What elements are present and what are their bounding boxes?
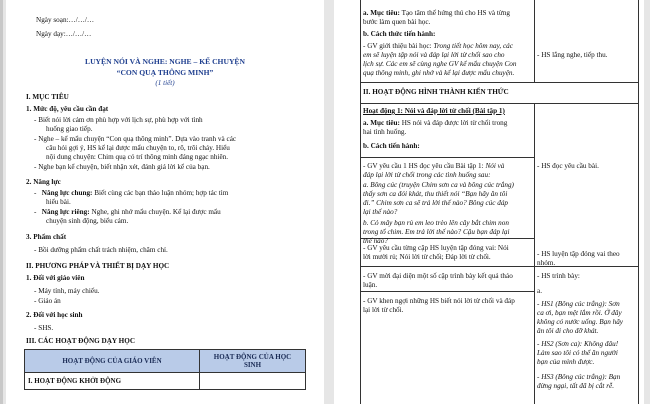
answer-line: - HS1 (Bông cúc trắng): Sơn: [537, 300, 620, 308]
question-line: đi.” Chim sơn ca sẽ trả lời thế nào? Bông cúc đáp: [363, 199, 509, 207]
student-response: nhóm.: [537, 259, 556, 267]
text-line: lời mười rủ; Nói lời từ chối; Đáp lời từ chối.: [363, 253, 491, 261]
page-1: [6, 0, 324, 404]
activities-table: [24, 349, 306, 390]
date-taught: Ngày dạy:…/…/…: [36, 30, 92, 38]
bullet-line: câu hỏi gợi ý, HS kể lại được mẩu chuyện to, rõ, trôi chảy. Hiểu: [46, 144, 230, 152]
question-line: lại thế nào?: [363, 208, 398, 216]
question-line: trong tổ chim. Em trả lời thế nào? Cậu bạn đáp lại: [363, 228, 510, 236]
bullet-line: - Bồi dưỡng phẩm chất trách nhiệm, chăm chỉ.: [34, 246, 168, 254]
student-response: - HS luyện tập đóng vai theo: [537, 250, 620, 258]
objective-line: a. Mục tiêu: HS nói và đáp được lời từ chối trong: [363, 119, 508, 127]
lesson-title: LUYỆN NÓI VÀ NGHE: NGHE – KỂ CHUYỆN: [85, 57, 245, 66]
bullet-line: - Giáo án: [34, 297, 61, 305]
margin-bar: [0, 0, 3, 404]
competence-specific: - Năng lực riêng: Nghe, ghi nhớ mẩu chuyện. Kể lại được mẩu: [34, 208, 221, 216]
student-response: - HS đọc yêu cầu bài.: [537, 162, 599, 170]
bullet-line: huống giao tiếp.: [46, 125, 93, 133]
activity-1-heading: Hoạt động 1: Nói và đáp lời từ chối (Bài tập 1): [363, 107, 505, 115]
subsection-qualities: 3. Phẩm chất: [26, 233, 67, 241]
answer-line: - HS2 (Sơn ca): Không đâu!: [537, 340, 619, 348]
row-divider: [360, 266, 534, 267]
instruction-line: - GV khen ngợi những HS biết nói lời từ chối và đáp: [363, 297, 515, 305]
bullet-line: - Nghe – kể mẩu chuyện “Con quạ thông minh”. Dựa vào tranh và các: [34, 135, 237, 143]
story-title: “CON QUẠ THÔNG MINH”: [116, 68, 214, 77]
text-line: lại lời từ chối.: [363, 306, 404, 314]
answer-line: đừng ngại, tất đã bị cắt rễ.: [537, 382, 614, 390]
answer-line: Làm sao tôi có thể ăn người: [537, 349, 618, 357]
subsection-student: 2. Đối với học sinh: [26, 311, 83, 319]
row-divider: [360, 291, 534, 292]
bullet-line: - Biết nói lời cảm ơn phù hợp với lịch sự, phù hợp với tình: [34, 116, 203, 124]
answer-line: ăn tôi đi cho đỡ khát.: [537, 327, 599, 335]
period: (1 tiết): [155, 79, 175, 87]
page-2: [334, 0, 644, 404]
row-warmup-student: [200, 373, 306, 390]
question-line: b. Cỏ mây bạn rủ em leo trèo lên cây bắt chim non: [363, 219, 509, 227]
student-response: - HS trình bày:: [537, 272, 580, 280]
instruction-line: - GV yêu cầu 1 HS đọc yêu cầu Bài tập 1: Nói và: [363, 162, 505, 170]
text-line: quạ thông minh, ghi nhớ và kể lại được mẩu chuyện.: [363, 69, 515, 77]
student-response: - HS lắng nghe, tiếp thu.: [537, 51, 608, 59]
text-line: lịch sự. Các em sẽ cùng nghe GV kể mẩu chuyện Con: [363, 60, 517, 68]
intro-line: - GV giới thiệu bài học: Trong tiết học hôm nay, các: [363, 42, 513, 50]
subsection-teacher: 1. Đối với giáo viên: [26, 274, 85, 282]
answer-line: bạn của mình được.: [537, 358, 595, 366]
bullet-line: - Máy tính, máy chiếu.: [34, 287, 100, 295]
row-divider: [360, 103, 638, 104]
answer-line: không có nước uống. Bạn hãy: [537, 318, 624, 326]
answer-line: - HS3 (Bông cúc trắng): Bạn: [537, 373, 621, 381]
row-divider: [360, 157, 534, 158]
bullet-line: - Nghe bạn kể chuyện, biết nhận xét, đánh giá lời kể của bạn.: [34, 163, 210, 171]
column-divider: [534, 103, 535, 404]
bullet-line: hiểu bài.: [46, 198, 71, 206]
bullet-line: nội dung chuyện: Chim quạ có trí thông minh đáng ngạc nhiên.: [46, 153, 229, 161]
objective-line: a. Mục tiêu: Tạo tâm thế hứng thú cho HS và từng: [363, 9, 511, 17]
date-prepared: Ngày soạn:…/…/…: [36, 16, 95, 24]
table-border-right: [638, 0, 639, 404]
column-divider: [534, 0, 535, 82]
subsection-requirements: 1. Mức độ, yêu cầu cần đạt: [26, 105, 109, 113]
section-activities: III. CÁC HOẠT ĐỘNG DẠY HỌC: [26, 337, 136, 345]
competence-general: - Năng lực chung: Biết cùng các bạn thảo luận nhóm; hợp tác tìm: [34, 189, 229, 197]
answer-marker: a.: [537, 287, 542, 295]
row-warmup: I. HOẠT ĐỘNG KHỞI ĐỘNG: [25, 373, 200, 390]
section-knowledge: II. HOẠT ĐỘNG HÌNH THÀNH KIẾN THỨC: [363, 88, 509, 96]
text-line: em sẽ luyện tập nói và đáp lại lời từ chối sao cho: [363, 51, 505, 59]
text-line: đáp lại lời từ chối trong các tình huống sau:: [363, 171, 491, 179]
bullet-line: chuyện sinh động, biểu cảm.: [46, 217, 129, 225]
table-border-left: [360, 0, 361, 404]
section-methods: II. PHƯƠNG PHÁP VÀ THIẾT BỊ DẠY HỌC: [26, 262, 170, 270]
section-objectives: I. MỤC TIÊU: [26, 93, 69, 101]
question-line: thấy sơn ca đói khát, thu thiết nói “Bạn hãy ăn tôi: [363, 190, 508, 198]
question-line: thế nào?: [363, 237, 388, 245]
bullet-line: - SHS.: [34, 324, 54, 332]
header-student: HOẠT ĐỘNG CỦA HỌC SINH: [200, 350, 306, 373]
subsection-competence: 2. Năng lực: [26, 178, 61, 186]
header-teacher: HOẠT ĐỘNG CỦA GIÁO VIÊN: [25, 350, 200, 373]
text-line: luận.: [363, 281, 378, 289]
method-heading: b. Cách tiến hành:: [363, 142, 420, 150]
question-line: a. Bông cúc (truyện Chim sơn ca và bông cúc trắng): [363, 181, 514, 189]
text-line: bước làm quen bài học.: [363, 18, 431, 26]
instruction-line: - GV mời đại diện một số cặp trình bày kết quả thảo: [363, 272, 513, 280]
answer-line: ca ơi, bạn mệt lắm rồi. Ở đây: [537, 309, 622, 317]
instruction-line: - GV yêu cầu từng cặp HS luyện tập đóng vai: Nói: [363, 244, 509, 252]
row-divider: [360, 82, 638, 83]
method-heading: b. Cách thức tiến hành:: [363, 30, 436, 38]
text-line: hai tình huống.: [363, 128, 407, 136]
